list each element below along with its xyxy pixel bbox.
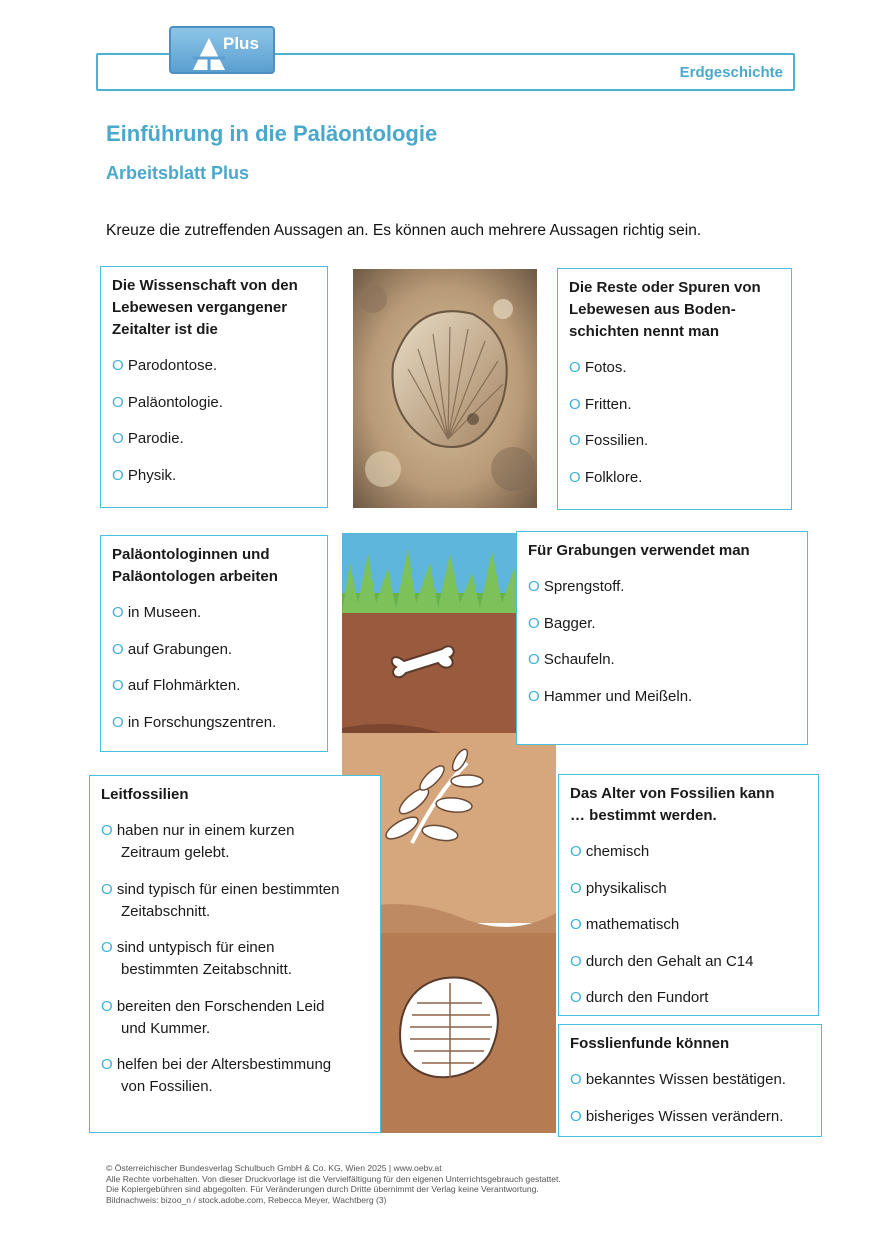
checkbox-circle-icon[interactable]: O	[101, 1056, 113, 1073]
checkbox-circle-icon[interactable]: O	[112, 713, 124, 731]
question-box-fossilienfunde	[558, 1024, 822, 1137]
checkbox-circle-icon[interactable]: O	[101, 939, 113, 956]
question-heading	[528, 540, 797, 562]
option-label: bereiten den Forschenden Leid	[116, 997, 325, 1015]
heading-line: Die Reste oder Spuren von	[569, 279, 761, 296]
checkbox-circle-icon[interactable]: O	[101, 997, 113, 1015]
checkbox-circle-icon[interactable]: O	[570, 989, 582, 1006]
checkbox-circle-icon[interactable]: O	[112, 604, 124, 621]
heading-line: Paläontologen arbeiten	[112, 568, 278, 585]
heading-line: … bestimmt werden.	[570, 807, 717, 824]
heading-line: Die Wissenschaft von den	[112, 277, 298, 294]
footer-line: © Österreichischer Bundesverlag Schulbuch GmbH & Co. KG, Wien 2025 | www.oebv.at	[106, 1163, 442, 1173]
option-label: haben nur in einem kurzen	[116, 822, 295, 839]
answer-option[interactable]	[101, 996, 370, 1040]
heading-line: Lebewesen aus Boden-	[569, 301, 736, 318]
option-label: Parodie.	[127, 430, 184, 447]
question-box-alter	[558, 774, 819, 1016]
answer-option[interactable]	[528, 649, 797, 671]
footer-line: Die Kopiergebühren sind abgegolten. Für Veränderungen durch Dritte übernimmt der Verlag keine Verantwortung.	[106, 1184, 539, 1195]
question-heading	[112, 544, 317, 588]
checkbox-circle-icon[interactable]: O	[570, 843, 582, 860]
answer-option[interactable]	[569, 357, 781, 379]
option-label: physikalisch	[585, 879, 667, 897]
checkbox-circle-icon[interactable]: O	[569, 359, 581, 376]
checkbox-circle-icon[interactable]: O	[112, 466, 124, 484]
heading-line: Leitfossilien	[101, 786, 189, 803]
question-box-wissenschaft	[100, 266, 328, 508]
answer-option[interactable]	[569, 430, 781, 452]
heading-line: Lebewesen vergangener	[112, 299, 288, 316]
heading-line: schichten nennt man	[569, 323, 720, 340]
answer-option[interactable]	[569, 394, 781, 416]
option-label: sind untypisch für einen	[116, 939, 275, 956]
answer-option[interactable]	[112, 712, 317, 734]
instruction-text: Kreuze die zutreffenden Aussagen an. Es können auch mehrere Aussagen richtig sein.	[106, 222, 702, 239]
option-label: in Museen.	[127, 604, 202, 621]
answer-option[interactable]	[570, 841, 808, 863]
question-heading	[570, 1033, 811, 1055]
question-box-leitfossilien	[89, 775, 381, 1133]
checkbox-circle-icon[interactable]: O	[112, 677, 124, 694]
checkbox-circle-icon[interactable]: O	[569, 395, 581, 413]
answer-option[interactable]	[528, 613, 797, 635]
checkbox-circle-icon[interactable]: O	[569, 468, 581, 486]
option-label: Folklore.	[584, 468, 643, 486]
question-heading	[569, 277, 781, 343]
checkbox-circle-icon[interactable]: O	[528, 578, 540, 595]
checkbox-circle-icon[interactable]: O	[528, 687, 540, 705]
option-label: durch den Fundort	[585, 989, 709, 1006]
checkbox-circle-icon[interactable]: O	[101, 822, 113, 839]
question-box-reste	[557, 268, 792, 510]
option-label: durch den Gehalt an C14	[585, 952, 754, 970]
checkbox-circle-icon[interactable]: O	[112, 393, 124, 411]
checkbox-circle-icon[interactable]: O	[528, 651, 540, 668]
checkbox-circle-icon[interactable]: O	[570, 879, 582, 897]
answer-option[interactable]	[570, 1069, 811, 1091]
checkbox-circle-icon[interactable]: O	[570, 1071, 582, 1088]
answer-option[interactable]	[570, 878, 808, 900]
option-label: Parodontose.	[127, 357, 218, 374]
option-label: Hammer und Meißeln.	[543, 687, 693, 705]
option-label: mathematisch	[585, 916, 680, 933]
answer-option[interactable]	[101, 879, 370, 923]
page-title: Einführung in die Paläontologie	[106, 121, 438, 146]
checkbox-circle-icon[interactable]: O	[570, 916, 582, 933]
answer-option[interactable]	[101, 820, 370, 864]
checkbox-circle-icon[interactable]: O	[570, 1107, 582, 1125]
answer-option[interactable]	[112, 465, 317, 487]
option-label: auf Grabungen.	[127, 640, 233, 658]
option-label-continued: Zeitabschnitt.	[121, 902, 211, 920]
answer-option[interactable]	[528, 686, 797, 708]
question-box-arbeitsorte	[100, 535, 328, 752]
question-box-grabungen	[516, 531, 808, 745]
answer-option[interactable]	[570, 1106, 811, 1128]
answer-option[interactable]	[112, 602, 317, 624]
answer-option[interactable]	[112, 428, 317, 450]
checkbox-circle-icon[interactable]: O	[570, 952, 582, 970]
answer-option[interactable]	[570, 951, 808, 973]
option-label-continued: von Fossilien.	[121, 1078, 213, 1095]
option-label: bekanntes Wissen bestätigen.	[585, 1071, 786, 1088]
option-label: Schaufeln.	[543, 651, 615, 668]
answer-option[interactable]	[112, 675, 317, 697]
fossil-shell-photo	[353, 269, 537, 508]
heading-line: Fosslienfunde können	[570, 1035, 730, 1052]
heading-line: Das Alter von Fossilien kann	[570, 785, 775, 802]
answer-option[interactable]	[112, 392, 317, 414]
question-heading	[101, 784, 370, 806]
answer-option[interactable]	[112, 355, 317, 377]
option-label-continued: und Kummer.	[121, 1019, 211, 1037]
plus-logo	[169, 26, 275, 74]
heading-line: Zeitalter ist die	[112, 321, 218, 338]
option-label: helfen bei der Altersbestimmung	[116, 1056, 332, 1073]
option-label: in Forschungszentren.	[127, 713, 277, 731]
question-heading	[112, 275, 317, 341]
page-subtitle: Arbeitsblatt Plus	[106, 163, 250, 183]
topic-label: Erdgeschichte	[679, 64, 783, 81]
answer-option[interactable]	[112, 639, 317, 661]
answer-option[interactable]	[570, 914, 808, 936]
footer-line: Alle Rechte vorbehalten. Von dieser Druckvorlage ist die Vervielfältigung für den eigenen Unterrichtsgebrauch gestattet.	[106, 1173, 561, 1184]
footer-copyright	[106, 1163, 561, 1205]
answer-option[interactable]	[101, 1054, 370, 1098]
option-label: Bagger.	[543, 614, 596, 632]
option-label: auf Flohmärkten.	[127, 677, 241, 694]
option-label: Fossilien.	[584, 432, 649, 449]
answer-option[interactable]	[570, 987, 808, 1009]
option-label: sind typisch für einen bestimmten	[116, 880, 340, 898]
option-label: Physik.	[127, 466, 177, 484]
option-label: Fotos.	[584, 359, 627, 376]
option-label-continued: bestimmten Zeitabschnitt.	[121, 961, 292, 978]
checkbox-circle-icon[interactable]: O	[101, 880, 113, 898]
option-label: chemisch	[585, 843, 650, 860]
footer-line: Bildnachweis: bizoo_n / stock.adobe.com, Rebecca Meyer, Wachtberg (3)	[106, 1194, 387, 1205]
answer-option[interactable]	[101, 937, 370, 981]
checkbox-circle-icon[interactable]: O	[528, 614, 540, 632]
checkbox-circle-icon[interactable]: O	[112, 640, 124, 658]
checkbox-circle-icon[interactable]: O	[112, 430, 124, 447]
option-label-continued: Zeitraum gelebt.	[121, 844, 230, 861]
question-heading	[570, 783, 808, 827]
answer-option[interactable]	[569, 467, 781, 489]
checkbox-circle-icon[interactable]: O	[112, 357, 124, 374]
option-label: Paläontologie.	[127, 393, 223, 411]
option-label: bisheriges Wissen verändern.	[585, 1107, 784, 1125]
checkbox-circle-icon[interactable]: O	[569, 432, 581, 449]
heading-line: Paläontologinnen und	[112, 546, 270, 563]
option-label: Fritten.	[584, 395, 632, 413]
answer-option[interactable]	[528, 576, 797, 598]
option-label: Sprengstoff.	[543, 578, 625, 595]
logo-text: Plus	[223, 34, 259, 53]
heading-line: Für Grabungen verwendet man	[528, 542, 750, 559]
